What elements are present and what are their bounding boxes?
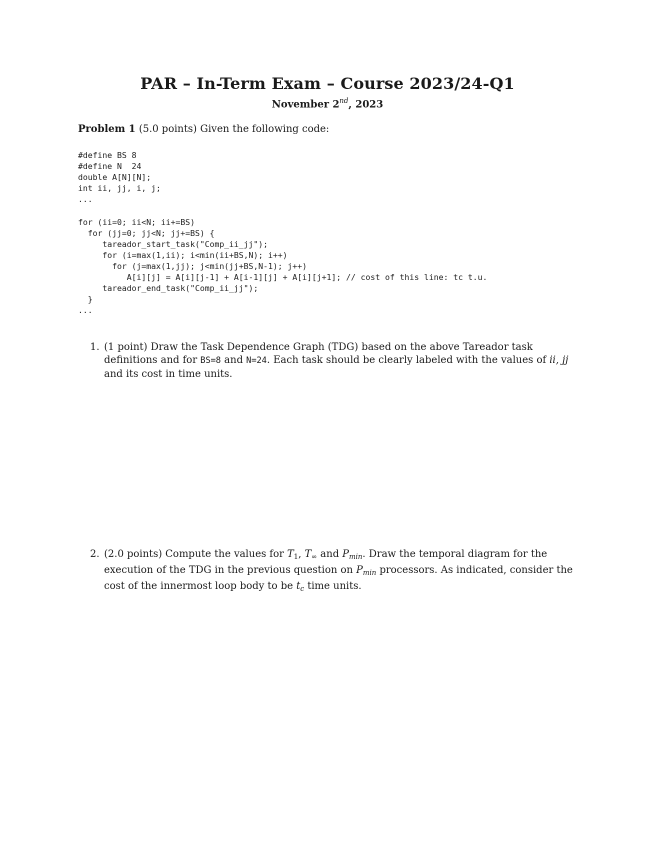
math-subscript: min [362, 569, 377, 578]
code-line: double A[N][N]; [78, 172, 152, 183]
code-line: for (jj=0; jj<N; jj+=BS) { [78, 227, 215, 238]
code-line: tareador_end_task("Comp_ii_jj"); [78, 283, 259, 294]
code-line: int ii, jj, i, j; [78, 183, 161, 194]
math-subscript: 1 [293, 553, 299, 561]
math-variable: T [304, 549, 312, 560]
code-inline: BS=8 [200, 356, 221, 367]
code-line: #define N 24 [78, 161, 142, 172]
question-1 [90, 341, 580, 382]
problem-points: (5.0 points) [138, 124, 197, 135]
math-variable: t [296, 581, 301, 593]
code-line: for (ii=0; ii<N; ii+=BS) [78, 216, 195, 227]
question-text-part: processors. As indicated, consider the cost of the innermost loop body to be [104, 565, 573, 593]
question-text [104, 548, 580, 597]
date-suffix: , 2023 [348, 99, 384, 111]
math-variable: T [287, 549, 294, 560]
code-block [78, 150, 487, 316]
question-text-part: and its cost in time units. [104, 369, 233, 381]
exam-date [0, 97, 655, 110]
question-text-part: . Draw the temporal diagram for the execution of the TDG in the previous question on [104, 549, 548, 577]
question-text [104, 341, 580, 382]
code-line: #define BS 8 [78, 150, 137, 160]
problem-statement [78, 124, 329, 135]
question-text-part: (2.0 points) Compute the values for [104, 549, 288, 560]
math-variable: P [356, 565, 363, 577]
exam-title: PAR – In-Term Exam – Course 2023/24-Q1 [140, 74, 515, 93]
code-line: ... [78, 305, 93, 316]
math-subscript: ∞ [311, 553, 318, 561]
problem-label: Problem 1 [78, 124, 136, 135]
problem-intro: Given the following code: [200, 124, 330, 135]
question-number: 1. [90, 342, 100, 353]
question-number: 2. [90, 549, 100, 560]
code-inline: N=24 [246, 356, 267, 367]
code-line [78, 205, 487, 216]
code-line: for (i=max(1,ii); i<min(ii+BS,N); i++) [78, 249, 288, 260]
date-superscript: nd [339, 97, 349, 105]
question-text-part: . Each task should be clearly labeled with the values of [266, 355, 550, 367]
code-line: tareador_start_task("Comp_ii_jj"); [78, 238, 269, 249]
code-line: } [78, 294, 93, 305]
math-variable: P [342, 549, 350, 560]
question-2 [90, 548, 580, 597]
question-text-part: and [317, 549, 343, 560]
question-text-part: and [220, 355, 247, 367]
code-line: for (j=max(1,jj); j<min(jj+BS,N-1); j++) [78, 260, 308, 271]
question-text-part: , [298, 549, 305, 560]
math-subscript: min [349, 553, 363, 561]
code-line: ... [78, 194, 93, 205]
question-text-part: time units. [304, 581, 362, 593]
question-text-part: (1 point) Draw the Task Dependence Graph (TDG) based on the above Tareador task definitions and for [104, 342, 533, 367]
date-prefix: November 2 [271, 99, 340, 111]
code-line: A[i][j] = A[i][j-1] + A[i-1][j] + A[i][j+1]; // cost of this line: tc t.u. [78, 272, 488, 283]
math-subscript: c [300, 585, 305, 594]
math-variable: ii, jj [549, 355, 569, 367]
